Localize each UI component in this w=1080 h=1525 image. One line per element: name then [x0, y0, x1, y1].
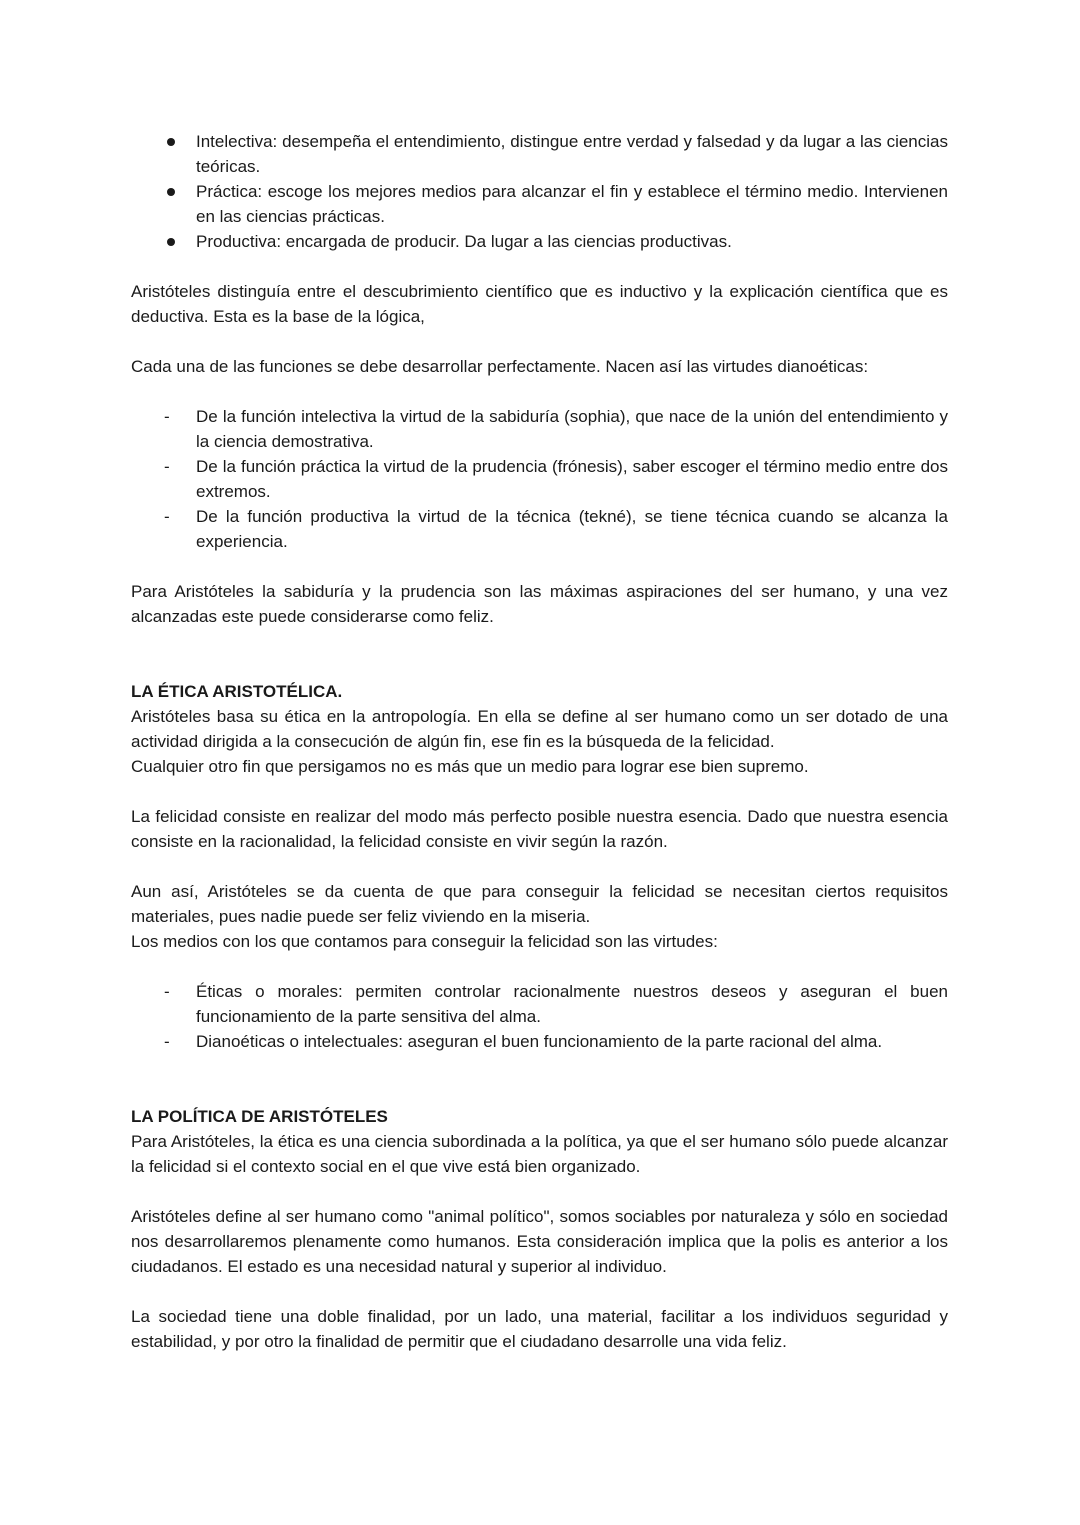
politics-paragraph-2: Aristóteles define al ser humano como "animal político", somos sociables por naturaleza y sólo en sociedad nos desarrollaremos plenamente como humanos. Esta consideración implica que la polis es anterior a los ciudadanos. El estado es una necesidad natural y superior al individuo. — [131, 1207, 948, 1276]
list-item-text: Intelectiva: desempeña el entendimiento, distingue entre verdad y falsedad y da lugar a las ciencias teóricas. — [196, 132, 948, 176]
list-item — [131, 179, 948, 229]
list-item — [131, 129, 948, 179]
paragraph-logic: Aristóteles distinguía entre el descubrimiento científico que es inductivo y la explicación científica que es deductiva. Esta es la base de la lógica, — [131, 282, 948, 326]
list-item — [131, 1029, 948, 1054]
intro-bullet-list — [131, 129, 948, 254]
list-item-text: Éticas o morales: permiten controlar racionalmente nuestros deseos y aseguran el buen funcionamiento de la parte sensitiva del alma. — [196, 982, 948, 1026]
politics-paragraph-3: La sociedad tiene una doble finalidad, por un lado, una material, facilitar a los individuos seguridad y estabilidad, y por otro la finalidad de permitir que el ciudadano desarrolle una vida feliz. — [131, 1307, 948, 1351]
ethics-paragraph-1: Aristóteles basa su ética en la antropología. En ella se define al ser humano como un ser dotado de una actividad dirigida a la consecución de algún fin, ese fin es la búsqueda de la felicidad. — [131, 707, 948, 751]
virtues-dash-list — [131, 404, 948, 554]
list-item — [131, 454, 948, 504]
ethics-virtues-list — [131, 979, 948, 1054]
paragraph-functions: Cada una de las funciones se debe desarrollar perfectamente. Nacen así las virtudes dianoéticas: — [131, 357, 869, 376]
list-item-text: Práctica: escoge los mejores medios para alcanzar el fin y establece el término medio. Intervienen en las ciencias prácticas. — [196, 182, 948, 226]
dash-marker: - — [164, 407, 170, 426]
document-page — [131, 129, 948, 1354]
bullet-dot-icon — [167, 238, 175, 246]
list-item — [131, 404, 948, 454]
politics-paragraph-1: Para Aristóteles, la ética es una ciencia subordinada a la política, ya que el ser humano sólo puede alcanzar la felicidad si el contexto social en el que vive está bien organizado. — [131, 1132, 948, 1176]
list-item-text: Productiva: encargada de producir. Da lugar a las ciencias productivas. — [196, 232, 732, 251]
bullet-dot-icon — [167, 138, 175, 146]
ethics-paragraph-4: Aun así, Aristóteles se da cuenta de que para conseguir la felicidad se necesitan ciertos requisitos materiales, pues nadie puede ser feliz viviendo en la miseria. — [131, 882, 948, 926]
list-item — [131, 229, 948, 254]
list-item-text: De la función intelectiva la virtud de la sabiduría (sophia), que nace de la unión del entendimiento y la ciencia demostrativa. — [196, 407, 948, 451]
list-item-text: De la función práctica la virtud de la prudencia (frónesis), saber escoger el término medio entre dos extremos. — [196, 457, 948, 501]
ethics-paragraph-2: Cualquier otro fin que persigamos no es más que un medio para lograr ese bien supremo. — [131, 757, 809, 776]
list-item-text: Dianoéticas o intelectuales: aseguran el buen funcionamiento de la parte racional del alma. — [196, 1032, 883, 1051]
list-item — [131, 979, 948, 1029]
dash-marker: - — [164, 1032, 170, 1051]
dash-marker: - — [164, 457, 170, 476]
politics-heading: LA POLÍTICA DE ARISTÓTELES — [131, 1107, 388, 1126]
ethics-heading: LA ÉTICA ARISTOTÉLICA. — [131, 682, 343, 701]
dash-marker: - — [164, 507, 170, 526]
ethics-paragraph-3: La felicidad consiste en realizar del modo más perfecto posible nuestra esencia. Dado que nuestra esencia consiste en la racionalidad, la felicidad consiste en vivir según la razón. — [131, 807, 948, 851]
ethics-paragraph-5: Los medios con los que contamos para conseguir la felicidad son las virtudes: — [131, 932, 718, 951]
paragraph-wisdom: Para Aristóteles la sabiduría y la prudencia son las máximas aspiraciones del ser humano, y una vez alcanzadas este puede considerarse como feliz. — [131, 582, 948, 626]
list-item-text: De la función productiva la virtud de la técnica (tekné), se tiene técnica cuando se alcanza la experiencia. — [196, 507, 948, 551]
list-item — [131, 504, 948, 554]
dash-marker: - — [164, 982, 170, 1001]
bullet-dot-icon — [167, 188, 175, 196]
